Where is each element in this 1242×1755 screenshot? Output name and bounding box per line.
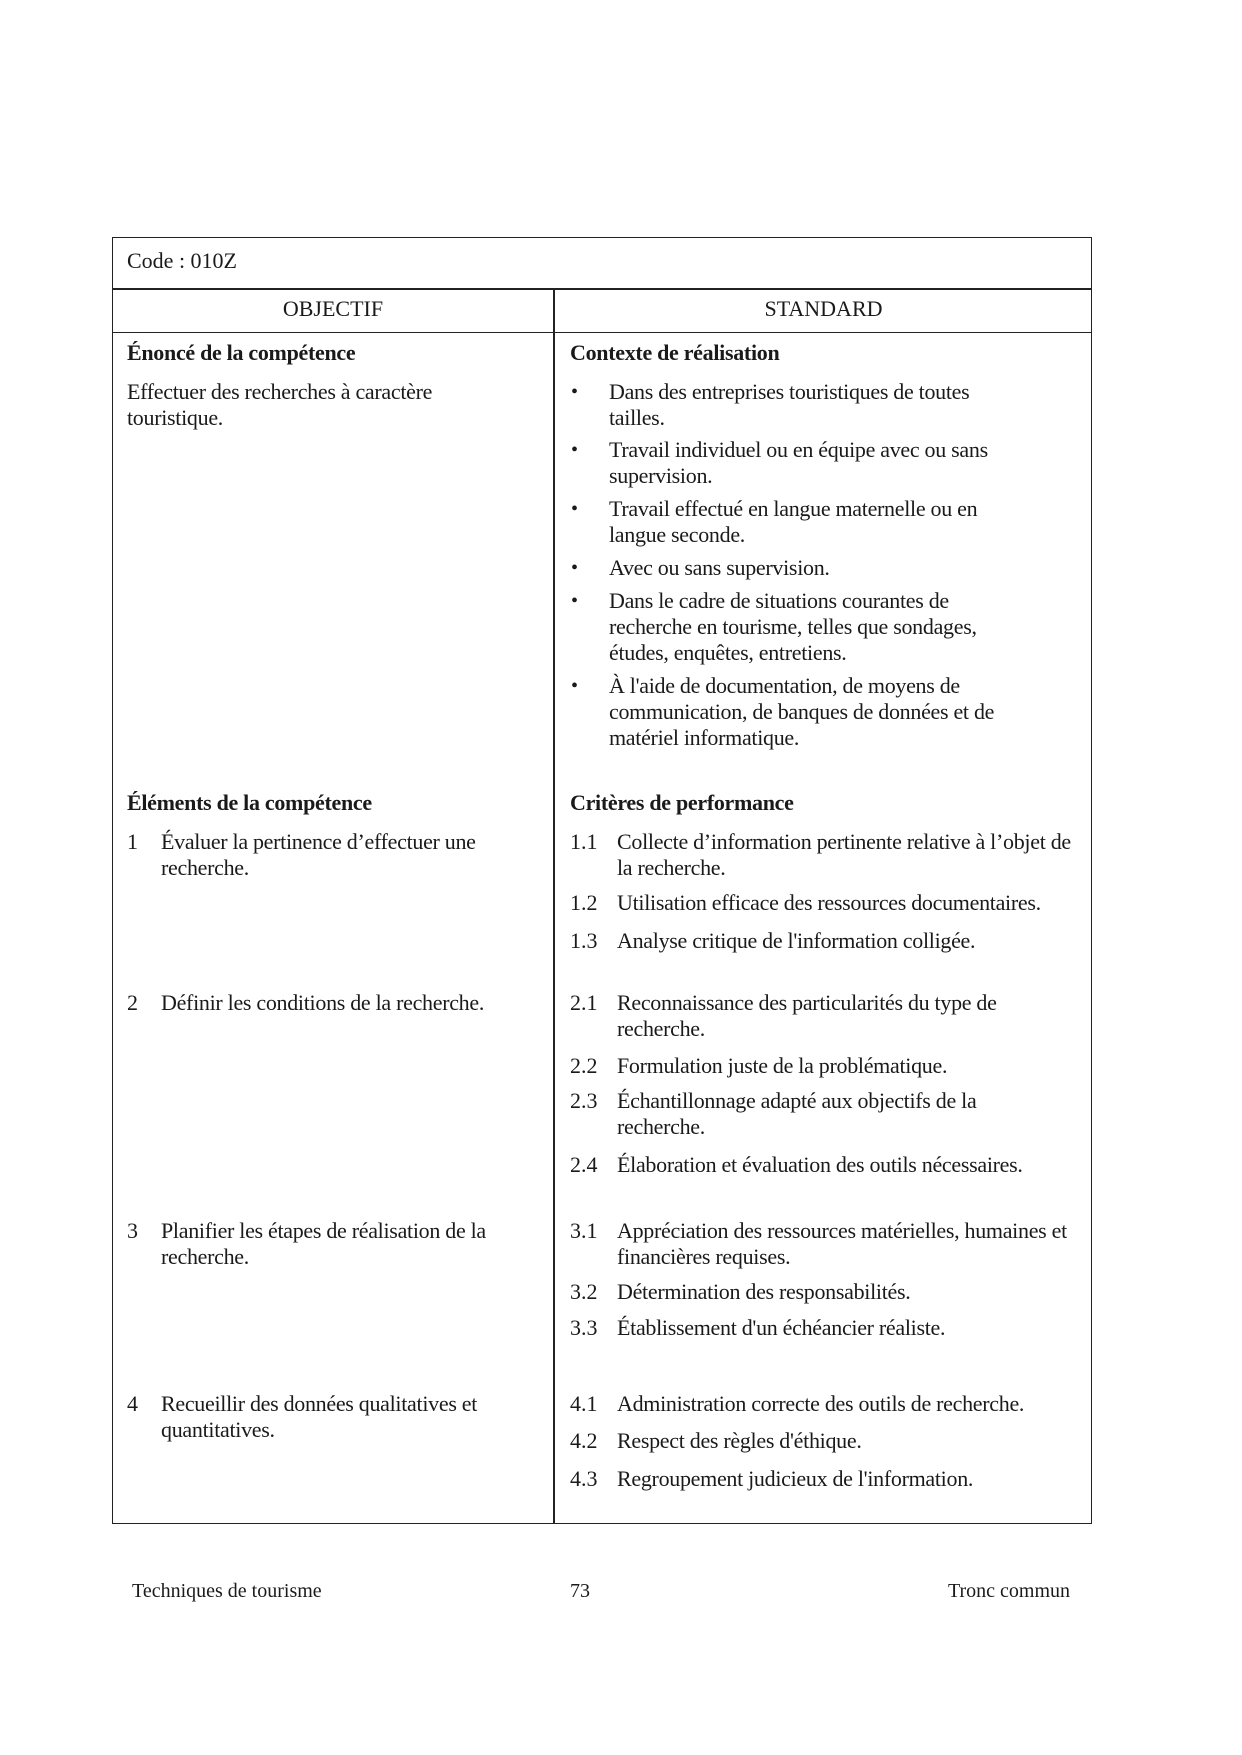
critere-number: 4.1 [570, 1391, 598, 1416]
element-text: Définir les conditions de la recherche. [161, 990, 485, 1015]
contexte-text: Avec ou sans supervision. [609, 555, 830, 580]
footer-program: Techniques de tourisme [132, 1580, 322, 1602]
critere-number: 3.2 [570, 1279, 598, 1304]
critere-text: Formulation juste de la problématique. [617, 1053, 948, 1078]
element-text: Évaluer la pertinence d’effectuer une recherche. [161, 829, 476, 880]
contexte-text: Dans des entreprises touristiques de toutes tailles. [609, 379, 970, 430]
critere-text: Établissement d'un échéancier réaliste. [617, 1315, 946, 1340]
competency-table [112, 237, 1092, 1524]
code-row [113, 238, 1091, 290]
contexte-text: À l'aide de documentation, de moyens de communication, de banques de données et de matériel informatique. [609, 673, 995, 750]
contexte-text: Travail individuel ou en équipe avec ou sans supervision. [609, 437, 988, 488]
standard-header: STANDARD [764, 296, 883, 321]
critere-number: 2.2 [570, 1053, 598, 1078]
critere-text: Utilisation efficace des ressources documentaires. [617, 890, 1041, 915]
bullet-glyph: • [571, 381, 579, 403]
objectif-header: OBJECTIF [282, 296, 384, 321]
bullet-glyph: • [571, 557, 579, 579]
header-divider [113, 332, 1091, 333]
critere-number: 1.2 [570, 890, 598, 915]
element-number: 2 [127, 990, 138, 1015]
critere-text: Regroupement judicieux de l'information. [617, 1466, 974, 1491]
elements-title: Éléments de la compétence [127, 790, 372, 815]
critere-number: 2.1 [570, 990, 598, 1015]
contexte-title: Contexte de réalisation [570, 340, 780, 365]
bullet-glyph: • [571, 590, 579, 612]
footer-section: Tronc commun [948, 1580, 1071, 1602]
element-text: Recueillir des données qualitatives et quantitatives. [161, 1391, 478, 1442]
contexte-text: Dans le cadre de situations courantes de recherche en tourisme, telles que sondages, études, enquêtes, entretiens. [609, 588, 977, 665]
critere-text: Administration correcte des outils de recherche. [617, 1391, 1025, 1416]
critere-number: 1.1 [570, 829, 598, 854]
critere-text: Analyse critique de l'information colligée. [617, 928, 976, 953]
critere-text: Appréciation des ressources matérielles, humaines et financières requises. [617, 1218, 1067, 1269]
critere-text: Collecte d’information pertinente relative à l’objet de la recherche. [617, 829, 1071, 880]
critere-number: 4.3 [570, 1466, 598, 1491]
column-divider [553, 290, 555, 1524]
enonce-text: Effectuer des recherches à caractère touristique. [127, 379, 433, 430]
enonce-title: Énoncé de la compétence [127, 340, 356, 365]
critere-text: Échantillonnage adapté aux objectifs de la recherche. [617, 1088, 977, 1139]
bullet-glyph: • [571, 498, 579, 520]
critere-text: Reconnaissance des particularités du type de recherche. [617, 990, 997, 1041]
critere-number: 4.2 [570, 1428, 598, 1453]
criteres-title: Critères de performance [570, 790, 794, 815]
element-number: 3 [127, 1218, 138, 1243]
critere-text: Détermination des responsabilités. [617, 1279, 911, 1304]
contexte-text: Travail effectué en langue maternelle ou en langue seconde. [609, 496, 978, 547]
page-number: 73 [570, 1580, 590, 1602]
critere-text: Élaboration et évaluation des outils nécessaires. [617, 1152, 1023, 1177]
code-label: Code : 010Z [127, 248, 237, 273]
element-number: 1 [127, 829, 138, 854]
critere-number: 2.4 [570, 1152, 598, 1177]
critere-text: Respect des règles d'éthique. [617, 1428, 862, 1453]
bullet-glyph: • [571, 675, 579, 697]
critere-number: 2.3 [570, 1088, 598, 1113]
bullet-glyph: • [571, 439, 579, 461]
element-text: Planifier les étapes de réalisation de la recherche. [161, 1218, 486, 1269]
critere-number: 3.1 [570, 1218, 598, 1243]
element-number: 4 [127, 1391, 138, 1416]
critere-number: 1.3 [570, 928, 598, 953]
critere-number: 3.3 [570, 1315, 598, 1340]
